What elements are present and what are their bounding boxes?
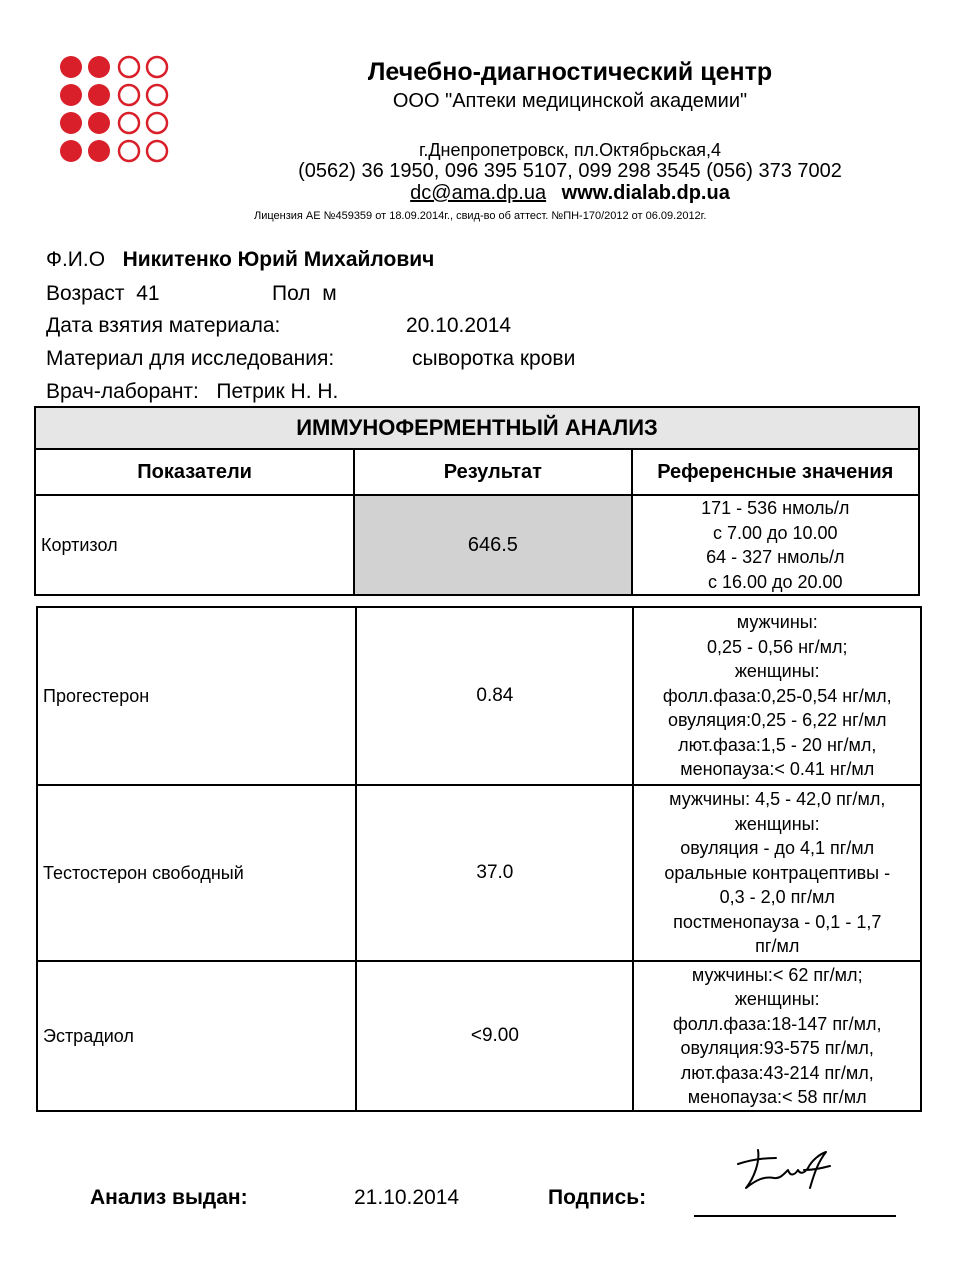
reference-values: мужчины: 0,25 - 0,56 нг/мл; женщины: фолл.фаза:0,25-0,54 нг/мл, овуляция:0,25 - 6,22 нг/мл лют.фаза:1,5 - 20 нг/мл, менопауза:< 0.41 нг/мл xyxy=(633,607,921,785)
signature-line xyxy=(694,1215,896,1217)
age-value: 41 xyxy=(136,282,160,305)
clinic-address: г.Днепропетровск, пл.Октябрьская,4 xyxy=(418,140,721,160)
indicator-name: Тестостерон свободный xyxy=(37,785,356,961)
contact-line xyxy=(210,182,930,205)
license-text: Лицензия АЕ №459359 от 18.09.2014г., свид-во об аттест. №ПН-170/2012 от 06.09.2012г. xyxy=(254,210,707,222)
reference-values: мужчины:< 62 пг/мл; женщины: фолл.фаза:18-147 пг/мл, овуляция:93-575 пг/мл, лют.фаза:43-214 пг/мл, менопауза:< 58 пг/мл xyxy=(633,961,921,1111)
table-row-progesterone xyxy=(37,607,921,785)
result-value: <9.00 xyxy=(356,961,633,1111)
column-header-result: Результат xyxy=(354,449,631,495)
issued-label: Анализ выдан: xyxy=(90,1186,248,1209)
clinic-phones: (0562) 36 1950, 096 395 5107, 099 298 3545 (056) 373 7002 xyxy=(298,160,842,182)
reference-values: мужчины: 4,5 - 42,0 пг/мл, женщины: овуляция - до 4,1 пг/мл оральные контрацептивы - 0,3 - 2,0 пг/мл постменопауза - 0,1 - 1,7 пг/мл xyxy=(633,785,921,961)
reference-values: 171 - 536 нмоль/л с 7.00 до 10.00 64 - 327 нмоль/л с 16.00 до 20.00 xyxy=(632,495,919,595)
column-header-indicator: Показатели xyxy=(35,449,354,495)
indicator-name: Прогестерон xyxy=(37,607,356,785)
patient-name: Никитенко Юрий Михайлович xyxy=(122,248,435,271)
indicator-name: Кортизол xyxy=(35,495,354,595)
patient-name-line xyxy=(46,248,434,272)
results-table-header xyxy=(34,406,920,596)
sample-date-label: Дата взятия материала: xyxy=(46,314,281,337)
fio-label: Ф.И.О xyxy=(46,248,106,271)
doctor-label: Врач-лаборант: xyxy=(46,380,199,403)
sample-date-value: 20.10.2014 xyxy=(406,314,512,337)
results-table xyxy=(36,606,922,1112)
material-value: сыворотка крови xyxy=(412,347,576,370)
result-value: 646.5 xyxy=(354,495,631,595)
sex-label: Пол м xyxy=(272,282,337,305)
table-row-testosterone xyxy=(37,785,921,961)
issued-date: 21.10.2014 xyxy=(354,1186,460,1209)
analysis-title: ИММУНОФЕРМЕНТНЫЙ АНАЛИЗ xyxy=(35,407,919,449)
signature xyxy=(730,1140,840,1200)
email-link[interactable]: dc@ama.dp.ua xyxy=(410,182,547,204)
result-value: 0.84 xyxy=(356,607,633,785)
organization-name: ООО "Аптеки медицинской академии" xyxy=(392,90,748,112)
doctor-line xyxy=(46,380,338,404)
signature-label: Подпись: xyxy=(548,1186,647,1209)
material-label: Материал для исследования: xyxy=(46,347,335,370)
table-row-cortisol xyxy=(35,495,919,595)
age-label: Возраст 41 xyxy=(46,282,160,305)
clinic-title: Лечебно-диагностический центр xyxy=(367,58,773,86)
sex-value: м xyxy=(322,282,337,305)
indicator-name: Эстрадиол xyxy=(37,961,356,1111)
clinic-logo xyxy=(57,52,173,168)
website-link[interactable]: www.dialab.dp.ua xyxy=(561,182,730,204)
result-value: 37.0 xyxy=(356,785,633,961)
doctor-name: Петрик Н. Н. xyxy=(216,380,339,403)
column-header-reference: Референсные значения xyxy=(632,449,919,495)
table-row-estradiol xyxy=(37,961,921,1111)
